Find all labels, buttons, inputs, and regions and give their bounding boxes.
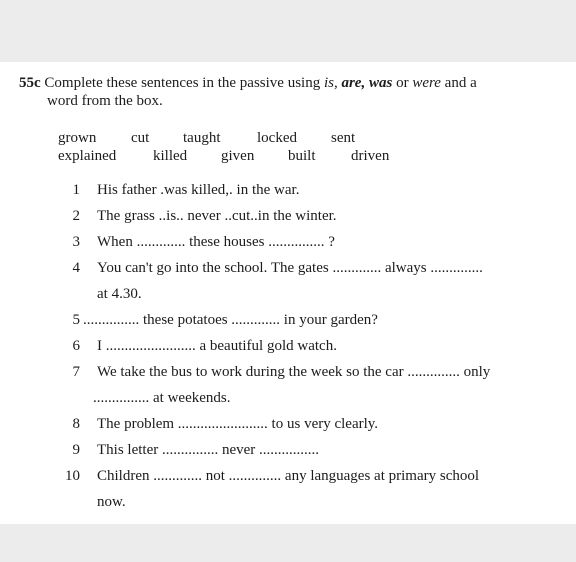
exercise-heading <box>19 74 549 110</box>
sentence-number: 5 <box>72 312 80 328</box>
sentence-number: 7 <box>72 364 80 380</box>
sentence-number: 2 <box>72 208 80 224</box>
sentence-number: 8 <box>72 416 80 432</box>
sentence-number: 1 <box>72 182 80 198</box>
box-word: explained <box>58 148 117 164</box>
box-word: sent <box>331 130 356 146</box>
sentence-continuation: now. <box>97 494 126 510</box>
instruction-sep: , <box>333 75 342 91</box>
sentence-text: We take the bus to work during the week so the car .............. only <box>97 364 491 380</box>
box-word: killed <box>153 148 188 164</box>
box-word: cut <box>131 130 150 146</box>
word-is: is <box>323 75 334 91</box>
box-word: driven <box>351 148 390 164</box>
box-word: grown <box>58 130 97 146</box>
box-word: taught <box>183 130 221 146</box>
sentence-number: 4 <box>72 260 80 276</box>
word-were: were <box>412 75 441 91</box>
sentence-text: His father .was killed,. in the war. <box>97 182 300 198</box>
sentence-number: 6 <box>72 338 80 354</box>
box-word: built <box>288 148 316 164</box>
sentence-text: You can't go into the school. The gates ............. always .............. <box>97 260 483 276</box>
sentence-continuation: at 4.30. <box>97 286 142 302</box>
exercise-number: 55c <box>19 75 41 91</box>
sentence-text: When ............. these houses ............... ? <box>97 234 335 250</box>
sentence-number: 9 <box>72 442 80 458</box>
sentence-text: Children ............. not .............. any languages at primary school <box>97 468 480 484</box>
instruction-prefix: Complete these sentences in the passive using <box>44 75 324 91</box>
word-was: was <box>368 75 393 91</box>
exercise-page <box>0 62 576 524</box>
box-word: given <box>221 148 255 164</box>
instruction-suffix: and a <box>440 75 477 91</box>
box-word: locked <box>257 130 297 146</box>
word-are: are, <box>341 75 366 91</box>
sentence-text: The grass ..is.. never ..cut..in the winter. <box>97 208 337 224</box>
sentence-number: 3 <box>72 234 80 250</box>
sentence-number: 10 <box>65 468 80 484</box>
instruction-sep: or <box>392 75 413 91</box>
sentence-text: This letter ............... never ................ <box>97 442 320 458</box>
instruction-line2: word from the box. <box>47 93 163 109</box>
sentence-text: The problem ........................ to us very clearly. <box>97 416 379 432</box>
sentence-text: ............... these potatoes ............. in your garden? <box>83 312 378 328</box>
sentence-continuation: ............... at weekends. <box>93 390 231 406</box>
sentence-text: I ........................ a beautiful gold watch. <box>97 338 337 354</box>
